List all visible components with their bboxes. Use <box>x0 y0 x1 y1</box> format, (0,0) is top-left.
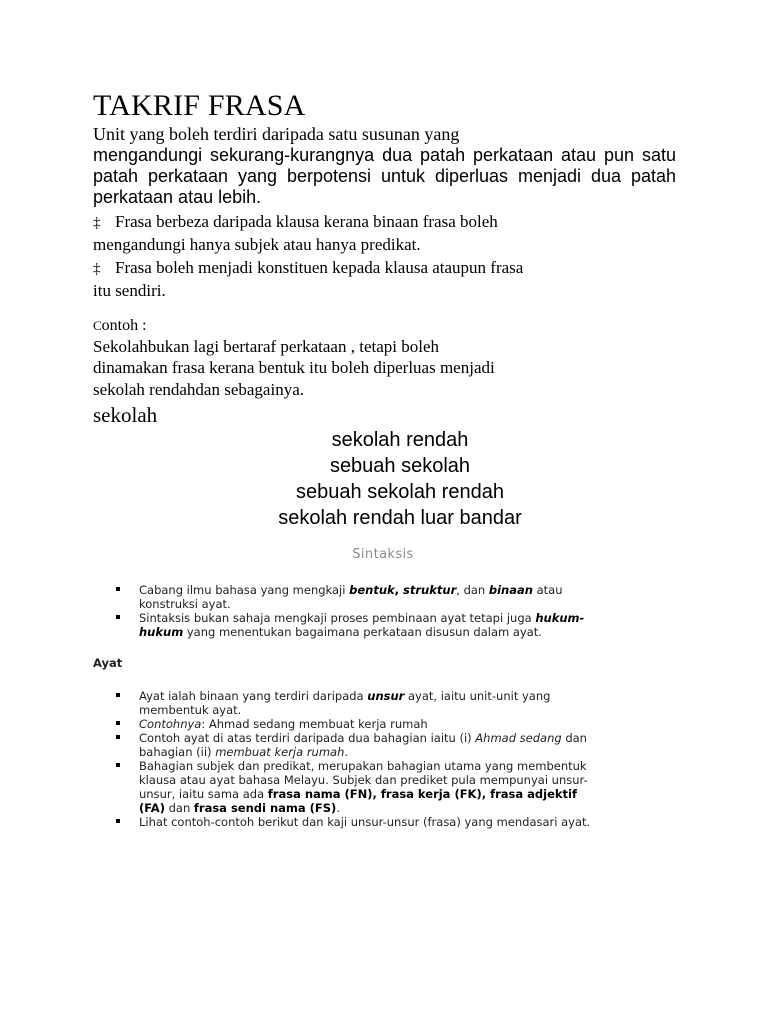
point-2-line-1: Frasa boleh menjadi konstituen kepada klausa ataupun frasa <box>115 258 524 277</box>
expansion-2: sebuah sekolah <box>329 455 471 477</box>
expansion-1: sekolah rendah <box>331 429 469 451</box>
definition-body: mengandungi sekurang-kurangnya dua patah perkataan atau pun satu patah perkataan yang berpotensi untuk diperluas menjadi dua patah perkataan atau lebih. <box>93 145 676 207</box>
list-item: Contoh ayat di atas terdiri daripada dua bahagian iaitu (i) Ahmad sedang dan bahagian (ii) membuat kerja rumah. <box>116 731 656 759</box>
square-bullet-icon <box>116 819 120 823</box>
double-dagger-icon: ‡ <box>93 215 101 231</box>
list-item: Ayat ialah binaan yang terdiri daripada unsur ayat, iaitu unit-unit yang membentuk ayat. <box>116 689 656 717</box>
square-bullet-icon <box>116 763 120 767</box>
square-bullet-icon <box>116 615 120 619</box>
square-bullet-icon <box>116 735 120 739</box>
contoh-line-1: Sekolahbukan lagi bertaraf perkataan , tetapi boleh <box>93 337 439 356</box>
expansion-3: sebuah sekolah rendah <box>296 481 504 503</box>
double-dagger-icon: ‡ <box>93 261 101 277</box>
definition-line-1: Unit yang boleh terdiri daripada satu susunan yang <box>93 124 460 144</box>
point-2-line-2: itu sendiri. <box>93 281 166 300</box>
expansion-4: sekolah rendah luar bandar <box>278 507 522 529</box>
point-1 <box>93 211 498 234</box>
contoh-line-3: sekolah rendahdan sebagainya. <box>93 380 304 399</box>
list-item: Sintaksis bukan sahaja mengkaji proses pembinaan ayat tetapi juga hukum- hukum yang menentukan bagaimana perkataan disusun dalam ayat. <box>116 611 656 639</box>
list-item: Lihat contoh-contoh berikut dan kaji unsur-unsur (frasa) yang mendasari ayat. <box>116 815 656 829</box>
sintaksis-list <box>116 583 656 639</box>
ayat-heading: Ayat <box>93 656 123 670</box>
sintaksis-heading: Sintaksis <box>352 547 414 562</box>
point-1-line-1: Frasa berbeza daripada klausa kerana binaan frasa boleh <box>115 212 498 231</box>
list-item: Bahagian subjek dan predikat, merupakan bahagian utama yang membentuk klausa atau ayat bahasa Melayu. Subjek dan prediket pula mempunyai unsur- unsur, iaitu sama ada frasa nama (FN), frasa kerja (FK), frasa adjektif (FA) dan frasa sendi nama (FS). <box>116 759 656 815</box>
contoh-label: Contoh : <box>93 317 147 334</box>
square-bullet-icon <box>116 693 120 697</box>
square-bullet-icon <box>116 587 120 591</box>
point-1-line-2: mengandungi hanya subjek atau hanya predikat. <box>93 235 421 254</box>
contoh-line-2: dinamakan frasa kerana bentuk itu boleh diperluas menjadi <box>93 358 495 377</box>
example-word: sekolah <box>93 403 158 427</box>
point-2 <box>93 257 523 280</box>
page-title: TAKRIF FRASA <box>93 89 306 122</box>
ayat-list <box>116 689 656 829</box>
list-item: Cabang ilmu bahasa yang mengkaji bentuk, struktur, dan binaan atau konstruksi ayat. <box>116 583 656 611</box>
square-bullet-icon <box>116 721 120 725</box>
list-item: Contohnya: Ahmad sedang membuat kerja rumah <box>116 717 656 731</box>
